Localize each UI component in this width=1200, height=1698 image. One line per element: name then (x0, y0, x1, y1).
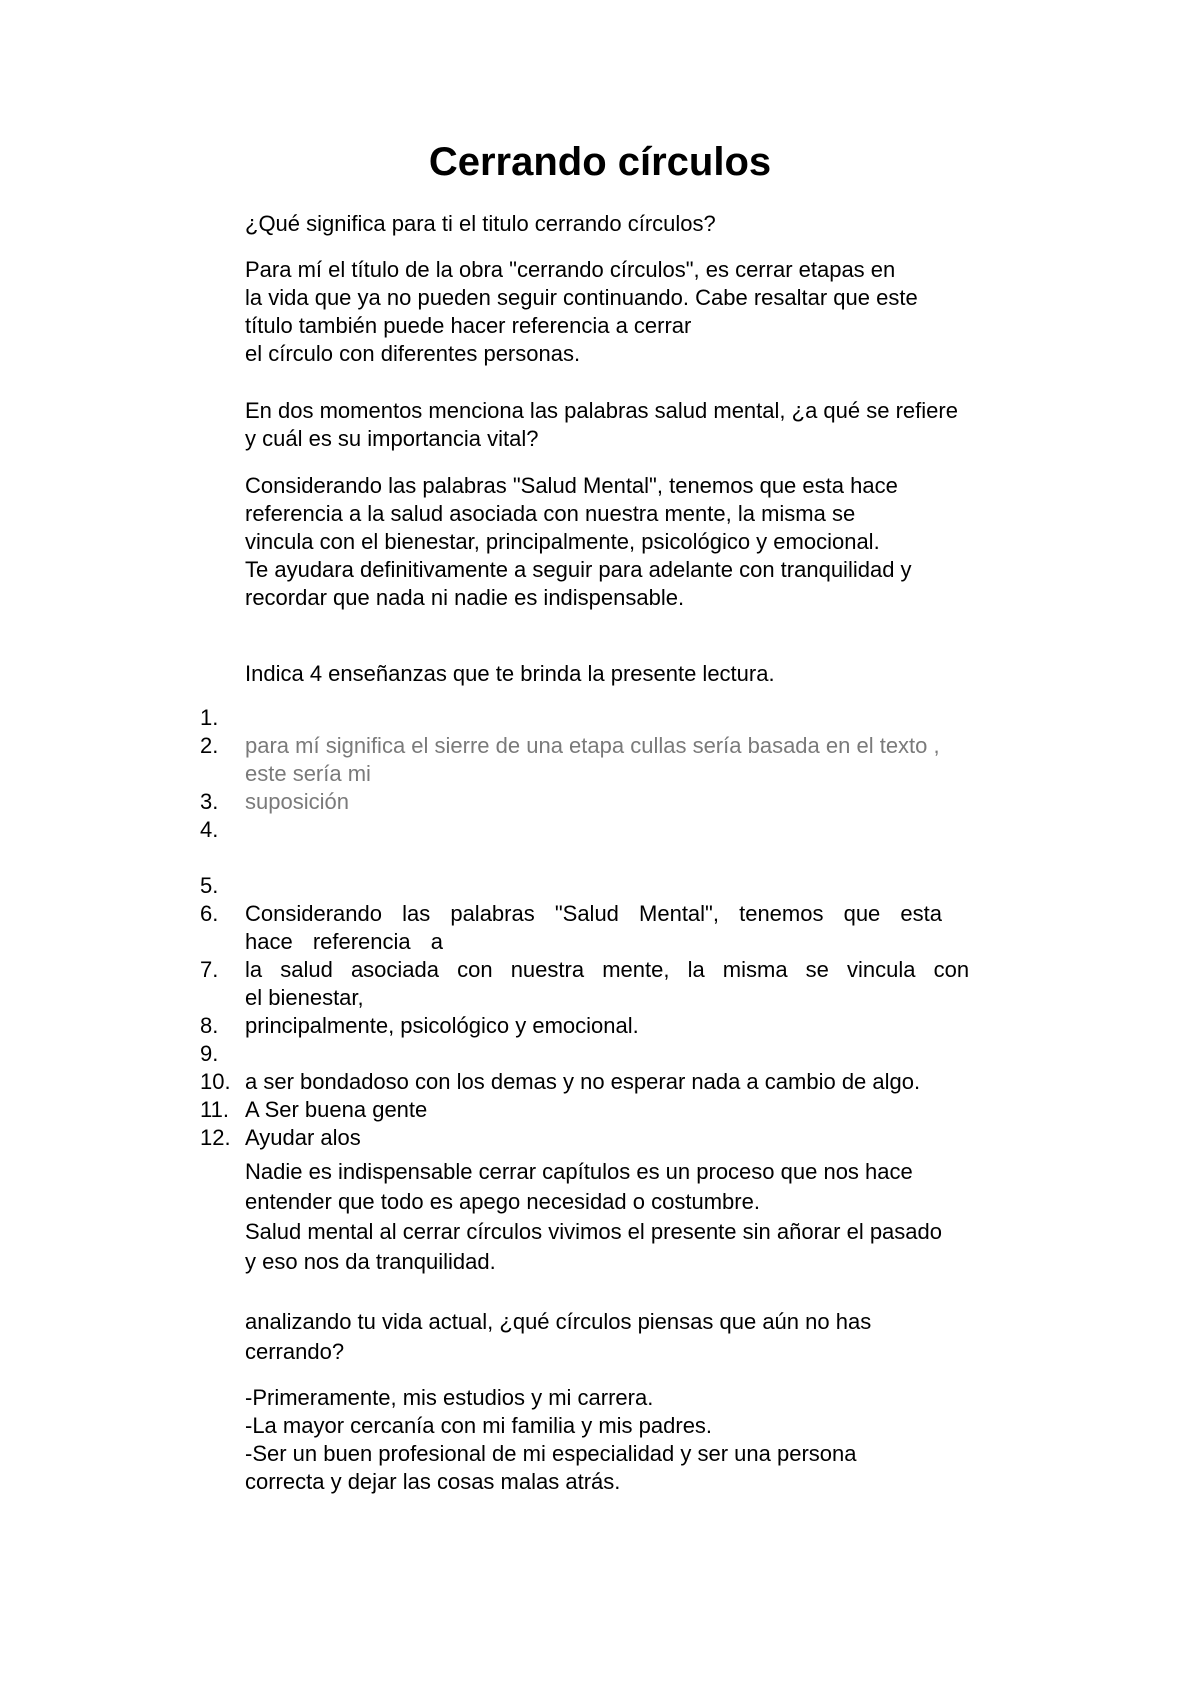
list-number: 9. (200, 1041, 219, 1066)
list-item (200, 872, 1000, 900)
list-number: 1. (200, 705, 219, 730)
question-2-line: En dos momentos menciona las palabras salud mental, ¿a qué se refiere (245, 398, 958, 423)
list-item (200, 1040, 1000, 1068)
followup-line: y eso nos da tranquilidad. (245, 1249, 496, 1274)
question-2-line: y cuál es su importancia vital? (245, 426, 539, 451)
answer-1-line: el círculo con diferentes personas. (245, 341, 581, 366)
list-number: 8. (200, 1013, 219, 1038)
list-number: 7. (200, 957, 219, 982)
list-text (245, 900, 985, 956)
list-text-line: el bienestar, (245, 985, 364, 1010)
followup-line: entender que todo es apego necesidad o costumbre. (245, 1189, 760, 1214)
list-number: 11. (200, 1097, 229, 1122)
page-title: Cerrando círculos (428, 140, 772, 184)
list-text: principalmente, psicológico y emocional. (245, 1013, 639, 1038)
answer-4-line: -Primeramente, mis estudios y mi carrera. (245, 1385, 654, 1410)
list-number: 10. (200, 1069, 231, 1094)
list-spacer (200, 844, 1000, 872)
list-item (200, 1068, 1000, 1096)
list-followup (245, 1157, 942, 1277)
followup-line: Salud mental al cerrar círculos vivimos el presente sin añorar el pasado (245, 1219, 942, 1244)
list-number: 6. (200, 901, 219, 926)
question-4 (245, 1307, 871, 1367)
answer-4 (245, 1384, 857, 1496)
question-3: Indica 4 enseñanzas que te brinda la presente lectura. (245, 661, 775, 686)
question-2 (245, 397, 958, 453)
answer-4-line: correcta y dejar las cosas malas atrás. (245, 1469, 621, 1494)
answer-2 (245, 472, 912, 612)
answer-2-line: referencia a la salud asociada con nuestra mente, la misma se (245, 501, 856, 526)
list-number: 2. (200, 733, 219, 758)
list-item (200, 1124, 1000, 1152)
list-text-line: Considerando las palabras "Salud Mental", tenemos que esta (245, 901, 942, 926)
list-text: suposición (245, 789, 349, 814)
answer-2-line: Considerando las palabras "Salud Mental", tenemos que esta hace (245, 473, 898, 498)
list-text-line: la salud asociada con nuestra mente, la misma se vincula con (245, 957, 970, 982)
list-text (245, 956, 985, 1012)
list-text (245, 732, 985, 788)
list-number: 3. (200, 789, 219, 814)
numbered-list (200, 704, 1000, 1152)
list-number: 4. (200, 817, 219, 842)
answer-1-line: Para mí el título de la obra "cerrando círculos", es cerrar etapas en (245, 257, 896, 282)
answer-4-line: -Ser un buen profesional de mi especialidad y ser una persona (245, 1441, 857, 1466)
question-4-line: analizando tu vida actual, ¿qué círculos piensas que aún no has (245, 1309, 872, 1334)
list-number: 5. (200, 873, 219, 898)
list-number: 12. (200, 1125, 231, 1150)
followup-line: Nadie es indispensable cerrar capítulos es un proceso que nos hace (245, 1159, 913, 1184)
answer-2-line: Te ayudara definitivamente a seguir para adelante con tranquilidad y (245, 557, 912, 582)
list-item (200, 1096, 1000, 1124)
list-text-line: para mí significa el sierre de una etapa cullas sería basada en el texto , (245, 733, 940, 758)
list-text-line: hace referencia a (245, 929, 443, 954)
answer-1-line: la vida que ya no pueden seguir continuando. Cabe resaltar que este (245, 285, 918, 310)
list-item (200, 900, 1000, 956)
list-text: A Ser buena gente (245, 1097, 428, 1122)
list-item (200, 788, 1000, 816)
question-4-line: cerrando? (245, 1339, 345, 1364)
answer-2-line: recordar que nada ni nadie es indispensable. (245, 585, 685, 610)
answer-1 (245, 256, 918, 368)
answer-2-line: vincula con el bienestar, principalmente, psicológico y emocional. (245, 529, 880, 554)
list-item (200, 816, 1000, 844)
list-item (200, 732, 1000, 788)
list-item (200, 956, 1000, 1012)
list-item (200, 1012, 1000, 1040)
list-text: a ser bondadoso con los demas y no esperar nada a cambio de algo. (245, 1069, 921, 1094)
list-text-line: este sería mi (245, 761, 371, 786)
list-item (200, 704, 1000, 732)
list-text: Ayudar alos (245, 1125, 361, 1150)
answer-1-line: título también puede hacer referencia a cerrar (245, 313, 692, 338)
answer-4-line: -La mayor cercanía con mi familia y mis padres. (245, 1413, 713, 1438)
question-1: ¿Qué significa para ti el titulo cerrando círculos? (245, 211, 716, 236)
